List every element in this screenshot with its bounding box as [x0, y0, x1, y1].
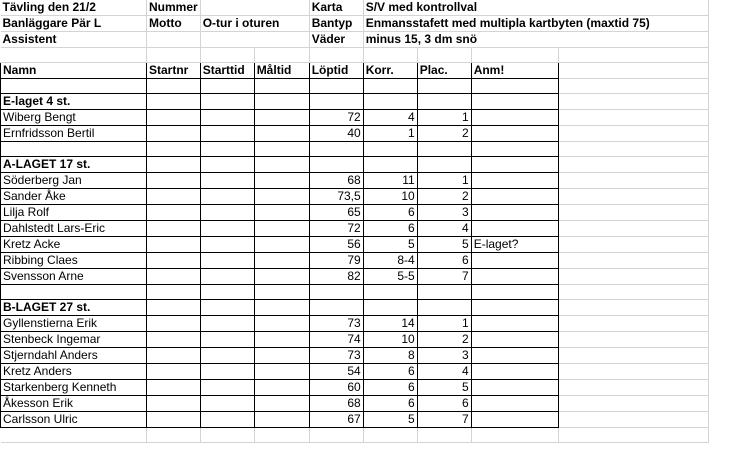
cell[interactable] — [147, 157, 201, 173]
cell[interactable] — [363, 94, 417, 110]
korr-cell[interactable]: 8 — [363, 348, 417, 364]
cell[interactable] — [558, 126, 708, 142]
cell[interactable] — [471, 79, 558, 94]
cell[interactable] — [200, 428, 254, 443]
cell[interactable] — [471, 48, 558, 63]
cell[interactable] — [417, 142, 471, 157]
header-label[interactable]: Assistent — [1, 32, 147, 48]
runner-name[interactable]: Söderberg Jan — [1, 173, 147, 189]
cell[interactable] — [471, 300, 558, 316]
cell[interactable] — [200, 412, 254, 428]
cell[interactable] — [147, 94, 201, 110]
plac-cell[interactable]: 4 — [417, 221, 471, 237]
runner-name[interactable]: Stenbeck Ingemar — [1, 332, 147, 348]
cell[interactable] — [254, 348, 309, 364]
cell[interactable] — [558, 205, 708, 221]
cell[interactable] — [254, 205, 309, 221]
cell[interactable] — [254, 142, 309, 157]
loptid-cell[interactable]: 73,5 — [309, 189, 363, 205]
cell[interactable] — [147, 142, 201, 157]
plac-cell[interactable]: 2 — [417, 126, 471, 142]
cell[interactable] — [363, 300, 417, 316]
anm-cell[interactable] — [471, 396, 558, 412]
header-value[interactable]: minus 15, 3 dm snö — [363, 32, 708, 48]
cell[interactable] — [558, 300, 708, 316]
cell[interactable] — [417, 79, 471, 94]
cell[interactable] — [200, 126, 254, 142]
group-title-row — [1, 157, 709, 173]
group-title-row — [1, 94, 709, 110]
header-value[interactable]: S/V med kontrollval — [363, 0, 708, 16]
cell[interactable] — [363, 428, 417, 443]
korr-cell[interactable]: 10 — [363, 189, 417, 205]
column-header-row — [1, 63, 709, 79]
cell[interactable] — [200, 157, 254, 173]
table-row — [1, 412, 709, 428]
group-title-row — [1, 300, 709, 316]
cell[interactable] — [147, 110, 201, 126]
cell[interactable] — [558, 63, 708, 79]
loptid-cell[interactable]: 82 — [309, 269, 363, 285]
cell[interactable] — [254, 157, 309, 173]
table-row — [1, 348, 709, 364]
header-row — [1, 0, 709, 16]
header-value[interactable]: Enmansstafett med multipla kartbyten (maxtid 75) — [363, 16, 708, 32]
runner-name[interactable]: Dahlstedt Lars-Eric — [1, 221, 147, 237]
korr-cell[interactable]: 8-4 — [363, 253, 417, 269]
empty-row — [1, 48, 709, 63]
table-row — [1, 189, 709, 205]
anm-cell[interactable] — [471, 126, 558, 142]
plac-cell[interactable]: 2 — [417, 332, 471, 348]
cell[interactable] — [558, 253, 708, 269]
anm-cell[interactable] — [471, 205, 558, 221]
cell[interactable] — [558, 189, 708, 205]
cell[interactable] — [147, 364, 201, 380]
column-header[interactable]: Startnr — [147, 63, 201, 79]
cell[interactable] — [147, 412, 201, 428]
table-row — [1, 380, 709, 396]
cell[interactable] — [254, 94, 309, 110]
cell[interactable] — [200, 269, 254, 285]
cell[interactable] — [1, 428, 147, 443]
table-row — [1, 396, 709, 412]
cell[interactable] — [558, 173, 708, 189]
cell[interactable] — [417, 94, 471, 110]
cell[interactable] — [200, 237, 254, 253]
cell[interactable] — [254, 285, 309, 300]
table-row — [1, 126, 709, 142]
cell[interactable] — [558, 428, 708, 443]
runner-name[interactable]: Svensson Arne — [1, 269, 147, 285]
cell[interactable] — [147, 205, 201, 221]
cell[interactable] — [200, 253, 254, 269]
anm-cell[interactable] — [471, 332, 558, 348]
korr-cell[interactable]: 6 — [363, 396, 417, 412]
cell[interactable] — [254, 173, 309, 189]
cell[interactable] — [147, 285, 201, 300]
loptid-cell[interactable]: 72 — [309, 110, 363, 126]
cell[interactable] — [147, 237, 201, 253]
table-row — [1, 173, 709, 189]
cell[interactable] — [200, 285, 254, 300]
loptid-cell[interactable]: 73 — [309, 316, 363, 332]
cell[interactable] — [147, 48, 201, 63]
cell[interactable] — [309, 428, 363, 443]
header-value[interactable]: O-tur i oturen — [200, 16, 309, 32]
column-header[interactable]: Starttid — [200, 63, 254, 79]
column-header[interactable]: Namn — [1, 63, 147, 79]
cell[interactable] — [471, 157, 558, 173]
cell[interactable] — [200, 173, 254, 189]
header-label[interactable]: Bantyp — [309, 16, 363, 32]
header-value[interactable] — [200, 0, 309, 16]
cell[interactable] — [254, 253, 309, 269]
cell[interactable] — [147, 189, 201, 205]
runner-name[interactable]: Åkesson Erik — [1, 396, 147, 412]
anm-cell[interactable] — [471, 316, 558, 332]
cell[interactable] — [200, 79, 254, 94]
cell[interactable] — [147, 380, 201, 396]
loptid-cell[interactable]: 60 — [309, 380, 363, 396]
cell[interactable] — [147, 396, 201, 412]
cell[interactable] — [471, 428, 558, 443]
header-value[interactable] — [200, 32, 309, 48]
cell[interactable] — [254, 189, 309, 205]
korr-cell[interactable]: 4 — [363, 110, 417, 126]
cell[interactable] — [147, 253, 201, 269]
cell[interactable] — [254, 364, 309, 380]
loptid-cell[interactable]: 68 — [309, 396, 363, 412]
cell[interactable] — [417, 300, 471, 316]
cell[interactable] — [254, 412, 309, 428]
cell[interactable] — [309, 300, 363, 316]
cell[interactable] — [309, 94, 363, 110]
cell[interactable] — [200, 332, 254, 348]
cell[interactable] — [558, 396, 708, 412]
cell[interactable] — [1, 79, 147, 94]
table-row — [1, 364, 709, 380]
cell[interactable] — [558, 79, 708, 94]
header-label[interactable]: Nummer — [147, 0, 201, 16]
korr-cell[interactable]: 1 — [363, 126, 417, 142]
cell[interactable] — [558, 237, 708, 253]
cell[interactable] — [558, 221, 708, 237]
cell[interactable] — [200, 316, 254, 332]
cell[interactable] — [147, 221, 201, 237]
plac-cell[interactable]: 6 — [417, 253, 471, 269]
anm-cell[interactable]: E-laget? — [471, 237, 558, 253]
runner-name[interactable]: Kretz Acke — [1, 237, 147, 253]
cell[interactable] — [254, 48, 309, 63]
anm-cell[interactable] — [471, 380, 558, 396]
cell[interactable] — [254, 269, 309, 285]
table-row — [1, 110, 709, 126]
cell[interactable] — [200, 221, 254, 237]
cell[interactable] — [200, 110, 254, 126]
plac-cell[interactable]: 3 — [417, 348, 471, 364]
cell[interactable] — [200, 94, 254, 110]
cell[interactable] — [200, 380, 254, 396]
cell[interactable] — [147, 173, 201, 189]
cell[interactable] — [254, 126, 309, 142]
cell[interactable] — [254, 110, 309, 126]
table-row — [1, 221, 709, 237]
runner-name[interactable]: Wiberg Bengt — [1, 110, 147, 126]
loptid-cell[interactable]: 74 — [309, 332, 363, 348]
spacer-row — [1, 79, 709, 94]
cell[interactable] — [200, 189, 254, 205]
cell[interactable] — [471, 285, 558, 300]
plac-cell[interactable]: 2 — [417, 189, 471, 205]
header-row — [1, 16, 709, 32]
cell[interactable] — [309, 48, 363, 63]
table-row — [1, 237, 709, 253]
korr-cell[interactable]: 5 — [363, 237, 417, 253]
cell[interactable] — [147, 269, 201, 285]
cell[interactable] — [254, 221, 309, 237]
korr-cell[interactable]: 6 — [363, 380, 417, 396]
cell[interactable] — [417, 157, 471, 173]
cell[interactable] — [309, 79, 363, 94]
cell[interactable] — [558, 285, 708, 300]
anm-cell[interactable] — [471, 110, 558, 126]
cell[interactable] — [309, 285, 363, 300]
cell[interactable] — [558, 412, 708, 428]
anm-cell[interactable] — [471, 253, 558, 269]
korr-cell[interactable]: 6 — [363, 205, 417, 221]
cell[interactable] — [1, 48, 147, 63]
korr-cell[interactable]: 11 — [363, 173, 417, 189]
cell[interactable] — [558, 316, 708, 332]
plac-cell[interactable]: 5 — [417, 380, 471, 396]
anm-cell[interactable] — [471, 412, 558, 428]
header-label[interactable]: Tävling den 21/2 — [1, 0, 147, 16]
cell[interactable] — [200, 48, 254, 63]
cell[interactable] — [558, 364, 708, 380]
loptid-cell[interactable]: 68 — [309, 173, 363, 189]
plac-cell[interactable]: 7 — [417, 412, 471, 428]
cell[interactable] — [558, 348, 708, 364]
cell[interactable] — [254, 316, 309, 332]
cell[interactable] — [254, 332, 309, 348]
korr-cell[interactable]: 6 — [363, 221, 417, 237]
header-label[interactable]: Karta — [309, 0, 363, 16]
header-label[interactable]: Banläggare Pär L — [1, 16, 147, 32]
loptid-cell[interactable]: 40 — [309, 126, 363, 142]
table-row — [1, 332, 709, 348]
plac-cell[interactable]: 6 — [417, 396, 471, 412]
anm-cell[interactable] — [471, 221, 558, 237]
loptid-cell[interactable]: 79 — [309, 253, 363, 269]
table-row — [1, 253, 709, 269]
cell[interactable] — [558, 157, 708, 173]
runner-name[interactable]: Sander Åke — [1, 189, 147, 205]
column-header[interactable]: Måltid — [254, 63, 309, 79]
plac-cell[interactable]: 3 — [417, 205, 471, 221]
cell[interactable] — [471, 142, 558, 157]
plac-cell[interactable]: 1 — [417, 173, 471, 189]
cell[interactable] — [558, 332, 708, 348]
runner-name[interactable]: Gyllenstierna Erik — [1, 316, 147, 332]
loptid-cell[interactable]: 67 — [309, 412, 363, 428]
cell[interactable] — [147, 316, 201, 332]
table-row — [1, 205, 709, 221]
cell[interactable] — [1, 142, 147, 157]
plac-cell[interactable]: 4 — [417, 364, 471, 380]
cell[interactable] — [558, 110, 708, 126]
loptid-cell[interactable]: 54 — [309, 364, 363, 380]
cell[interactable] — [417, 428, 471, 443]
cell[interactable] — [558, 380, 708, 396]
cell[interactable] — [254, 79, 309, 94]
anm-cell[interactable] — [471, 364, 558, 380]
korr-cell[interactable]: 5 — [363, 412, 417, 428]
korr-cell[interactable]: 5-5 — [363, 269, 417, 285]
cell[interactable] — [309, 142, 363, 157]
runner-name[interactable]: Ernfridsson Bertil — [1, 126, 147, 142]
anm-cell[interactable] — [471, 189, 558, 205]
table-row — [1, 269, 709, 285]
cell[interactable] — [363, 48, 417, 63]
group-title[interactable]: A-LAGET 17 st. — [1, 157, 147, 173]
spacer-row — [1, 285, 709, 300]
cell[interactable] — [147, 79, 201, 94]
cell[interactable] — [363, 142, 417, 157]
cell[interactable] — [200, 300, 254, 316]
plac-cell[interactable]: 7 — [417, 269, 471, 285]
cell[interactable] — [200, 205, 254, 221]
cell[interactable] — [363, 79, 417, 94]
korr-cell[interactable]: 10 — [363, 332, 417, 348]
cell[interactable] — [254, 237, 309, 253]
cell[interactable] — [254, 380, 309, 396]
cell[interactable] — [363, 285, 417, 300]
anm-cell[interactable] — [471, 269, 558, 285]
cell[interactable] — [254, 428, 309, 443]
cell[interactable] — [417, 285, 471, 300]
cell[interactable] — [254, 396, 309, 412]
runner-name[interactable]: Stjerndahl Anders — [1, 348, 147, 364]
cell[interactable] — [558, 142, 708, 157]
cell[interactable] — [200, 364, 254, 380]
anm-cell[interactable] — [471, 173, 558, 189]
cell[interactable] — [200, 396, 254, 412]
loptid-cell[interactable]: 73 — [309, 348, 363, 364]
runner-name[interactable]: Starkenberg Kenneth — [1, 380, 147, 396]
cell[interactable] — [147, 348, 201, 364]
loptid-cell[interactable]: 72 — [309, 221, 363, 237]
header-label[interactable] — [147, 32, 201, 48]
cell[interactable] — [471, 94, 558, 110]
plac-cell[interactable]: 1 — [417, 110, 471, 126]
loptid-cell[interactable]: 56 — [309, 237, 363, 253]
runner-name[interactable]: Lilja Rolf — [1, 205, 147, 221]
cell[interactable] — [254, 300, 309, 316]
cell[interactable] — [147, 428, 201, 443]
cell[interactable] — [200, 142, 254, 157]
empty-row — [1, 428, 709, 443]
korr-cell[interactable]: 14 — [363, 316, 417, 332]
column-header[interactable]: Plac. — [417, 63, 471, 79]
cell[interactable] — [558, 94, 708, 110]
column-header[interactable]: Korr. — [363, 63, 417, 79]
group-title[interactable]: E-laget 4 st. — [1, 94, 147, 110]
cell[interactable] — [558, 269, 708, 285]
header-label[interactable]: Motto — [147, 16, 201, 32]
korr-cell[interactable]: 6 — [363, 364, 417, 380]
plac-cell[interactable]: 5 — [417, 237, 471, 253]
header-row — [1, 32, 709, 48]
plac-cell[interactable]: 1 — [417, 316, 471, 332]
group-title[interactable]: B-LAGET 27 st. — [1, 300, 147, 316]
anm-cell[interactable] — [471, 348, 558, 364]
column-header[interactable]: Anm! — [471, 63, 558, 79]
cell[interactable] — [1, 285, 147, 300]
cell[interactable] — [147, 126, 201, 142]
cell[interactable] — [417, 48, 471, 63]
runner-name[interactable]: Carlsson Ulric — [1, 412, 147, 428]
cell[interactable] — [309, 157, 363, 173]
loptid-cell[interactable]: 65 — [309, 205, 363, 221]
cell[interactable] — [147, 300, 201, 316]
cell[interactable] — [147, 332, 201, 348]
runner-name[interactable]: Kretz Anders — [1, 364, 147, 380]
cell[interactable] — [558, 48, 708, 63]
spacer-row — [1, 142, 709, 157]
header-label[interactable]: Väder — [309, 32, 363, 48]
cell[interactable] — [363, 157, 417, 173]
column-header[interactable]: Löptid — [309, 63, 363, 79]
runner-name[interactable]: Ribbing Claes — [1, 253, 147, 269]
cell[interactable] — [200, 348, 254, 364]
table-row — [1, 316, 709, 332]
